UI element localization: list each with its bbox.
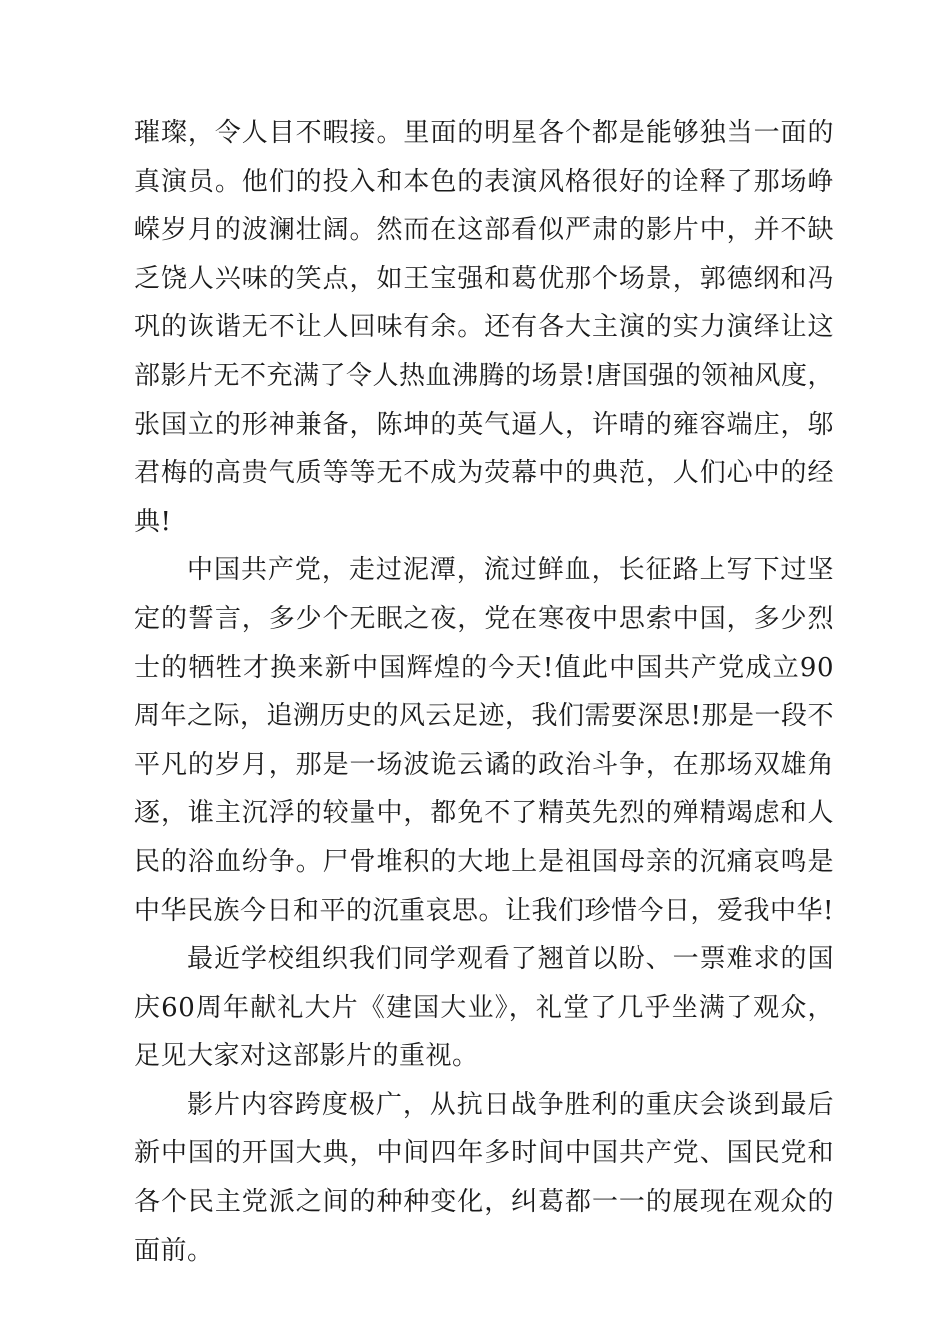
document-body <box>134 109 834 1275</box>
paragraph-3: 最近学校组织我们同学观看了翘首以盼、一票难求的国庆60周年献礼大片《建国大业》，礼堂了几乎坐满了观众，足见大家对这部影片的重视。 <box>134 944 834 1072</box>
paragraph-1: 璀璨，令人目不暇接。里面的明星各个都是能够独当一面的真演员。他们的投入和本色的表演风格很好的诠释了那场峥嵘岁月的波澜壮阔。然而在这部看似严肃的影片中，并不缺乏饶人兴味的笑点，如王宝强和葛优那个场景，郭德纲和冯巩的诙谐无不让人回味有余。还有各大主演的实力演绎让这部影片无不充满了令人热血沸腾的场景!唐国强的领袖风度，张国立的形神兼备，陈坤的英气逼人，许晴的雍容端庄，邬君梅的高贵气质等等无不成为荧幕中的典范，人们心中的经典! <box>134 118 834 537</box>
paragraph-2: 中国共产党，走过泥潭，流过鲜血，长征路上写下过坚定的誓言，多少个无眠之夜，党在寒夜中思索中国，多少烈士的牺牲才换来新中国辉煌的今天!值此中国共产党成立90周年之际，追溯历史的风云足迹，我们需要深思!那是一段不平凡的岁月，那是一场波诡云谲的政治斗争，在那场双雄角逐，谁主沉浮的较量中，都免不了精英先烈的殚精竭虑和人民的浴血纷争。尸骨堆积的大地上是祖国母亲的沉痛哀鸣是中华民族今日和平的沉重哀思。让我们珍惜今日，爱我中华! <box>134 555 834 926</box>
paragraph-4: 影片内容跨度极广，从抗日战争胜利的重庆会谈到最后新中国的开国大典，中间四年多时间中国共产党、国民党和各个民主党派之间的种种变化，纠葛都一一的展现在观众的面前。 <box>134 1089 834 1266</box>
